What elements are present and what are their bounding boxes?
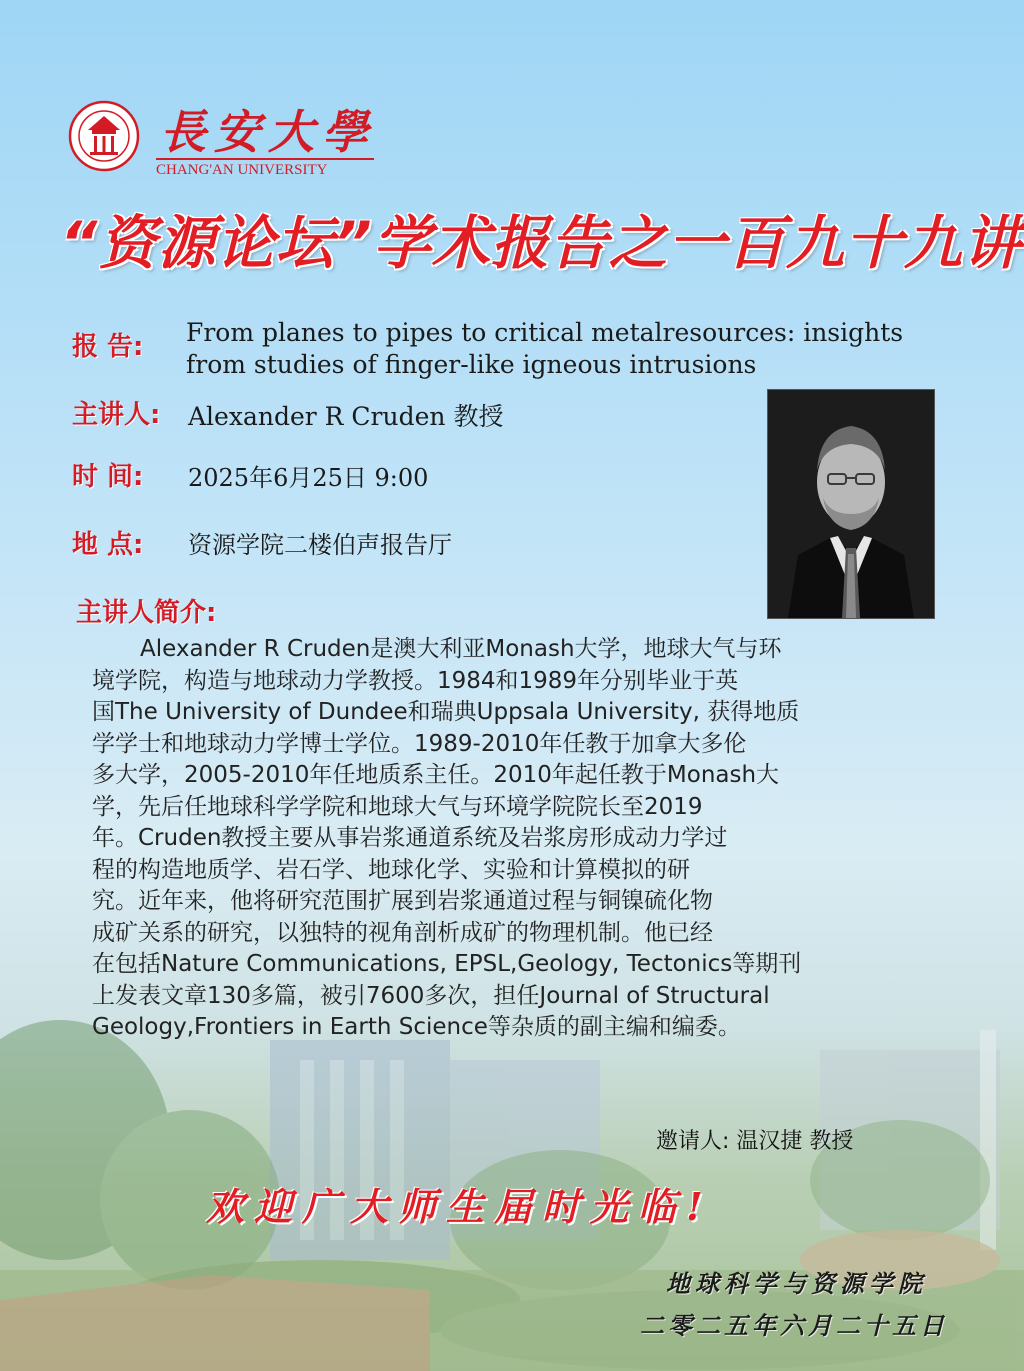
venue-label: 地 点: [72,530,144,560]
bio-line: 上发表文章130多篇，被引7600多次，担任Journal of Structural [92,982,770,1009]
university-name-en: CHANG'AN UNIVERSITY [156,158,374,179]
speaker-label: 主讲人: [72,400,161,430]
welcome-message: 欢迎广大师生届时光临! [206,1184,713,1229]
bio-line: 成矿关系的研究，以独特的视角剖析成矿的物理机制。他已经 [92,919,713,946]
event-time: 2025年6月25日 9:00 [188,464,429,492]
report-label: 报 告: [72,332,144,362]
inviter: 邀请人: 温汉捷 教授 [656,1129,854,1154]
bio-line: 在包括Nature Communications, EPSL,Geology, Tectonics等期刊 [92,951,802,977]
report-title-line-1: From planes to pipes to critical metalresources: insights [186,318,904,347]
bio-line: Alexander R Cruden是澳大利亚Monash大学，地球大气与环 [140,636,782,662]
speaker-bio [92,634,934,1044]
time-label: 时 间: [72,462,144,492]
speaker-portrait-image [768,390,934,618]
bio-line: 究。近年来，他将研究范围扩展到岩浆通道过程与铜镍硫化物 [92,888,713,914]
bio-heading: 主讲人简介: [76,598,217,628]
bio-line: 境学院，构造与地球动力学教授。1984和1989年分别毕业于英 [92,667,739,694]
bio-line: 学，先后任地球科学学院和地球大气与环境学院院长至2019 [92,793,703,820]
speaker-name: Alexander R Cruden 教授 [188,402,504,431]
issue-date: 二零二五年六月二十五日 [640,1311,948,1340]
university-name-cn: 長安大學 [160,105,376,159]
organizer: 地球科学与资源学院 [666,1269,927,1298]
bio-line: Geology,Frontiers in Earth Science等杂质的副主编和编委。 [92,1014,741,1040]
speaker-photo [768,390,934,618]
bio-line: 学学士和地球动力学博士学位。1989-2010年任教于加拿大多伦 [92,730,747,757]
bio-line: 年。Cruden教授主要从事岩浆通道系统及岩浆房形成动力学过 [92,825,728,851]
bio-line: 程的构造地质学、岩石学、地球化学、实验和计算模拟的研 [92,856,690,883]
report-title-line-2: from studies of finger-like igneous intrusions [186,350,757,379]
bio-line: 多大学，2005-2010年任地质系主任。2010年起任教于Monash大 [92,762,780,788]
poster-title: “资源论坛”学术报告之一百九十九讲 [60,209,1022,277]
event-venue: 资源学院二楼伯声报告厅 [188,531,452,559]
university-seal-logo [68,100,140,172]
bio-line: 国The University of Dundee和瑞典Uppsala University, 获得地质 [92,699,800,725]
